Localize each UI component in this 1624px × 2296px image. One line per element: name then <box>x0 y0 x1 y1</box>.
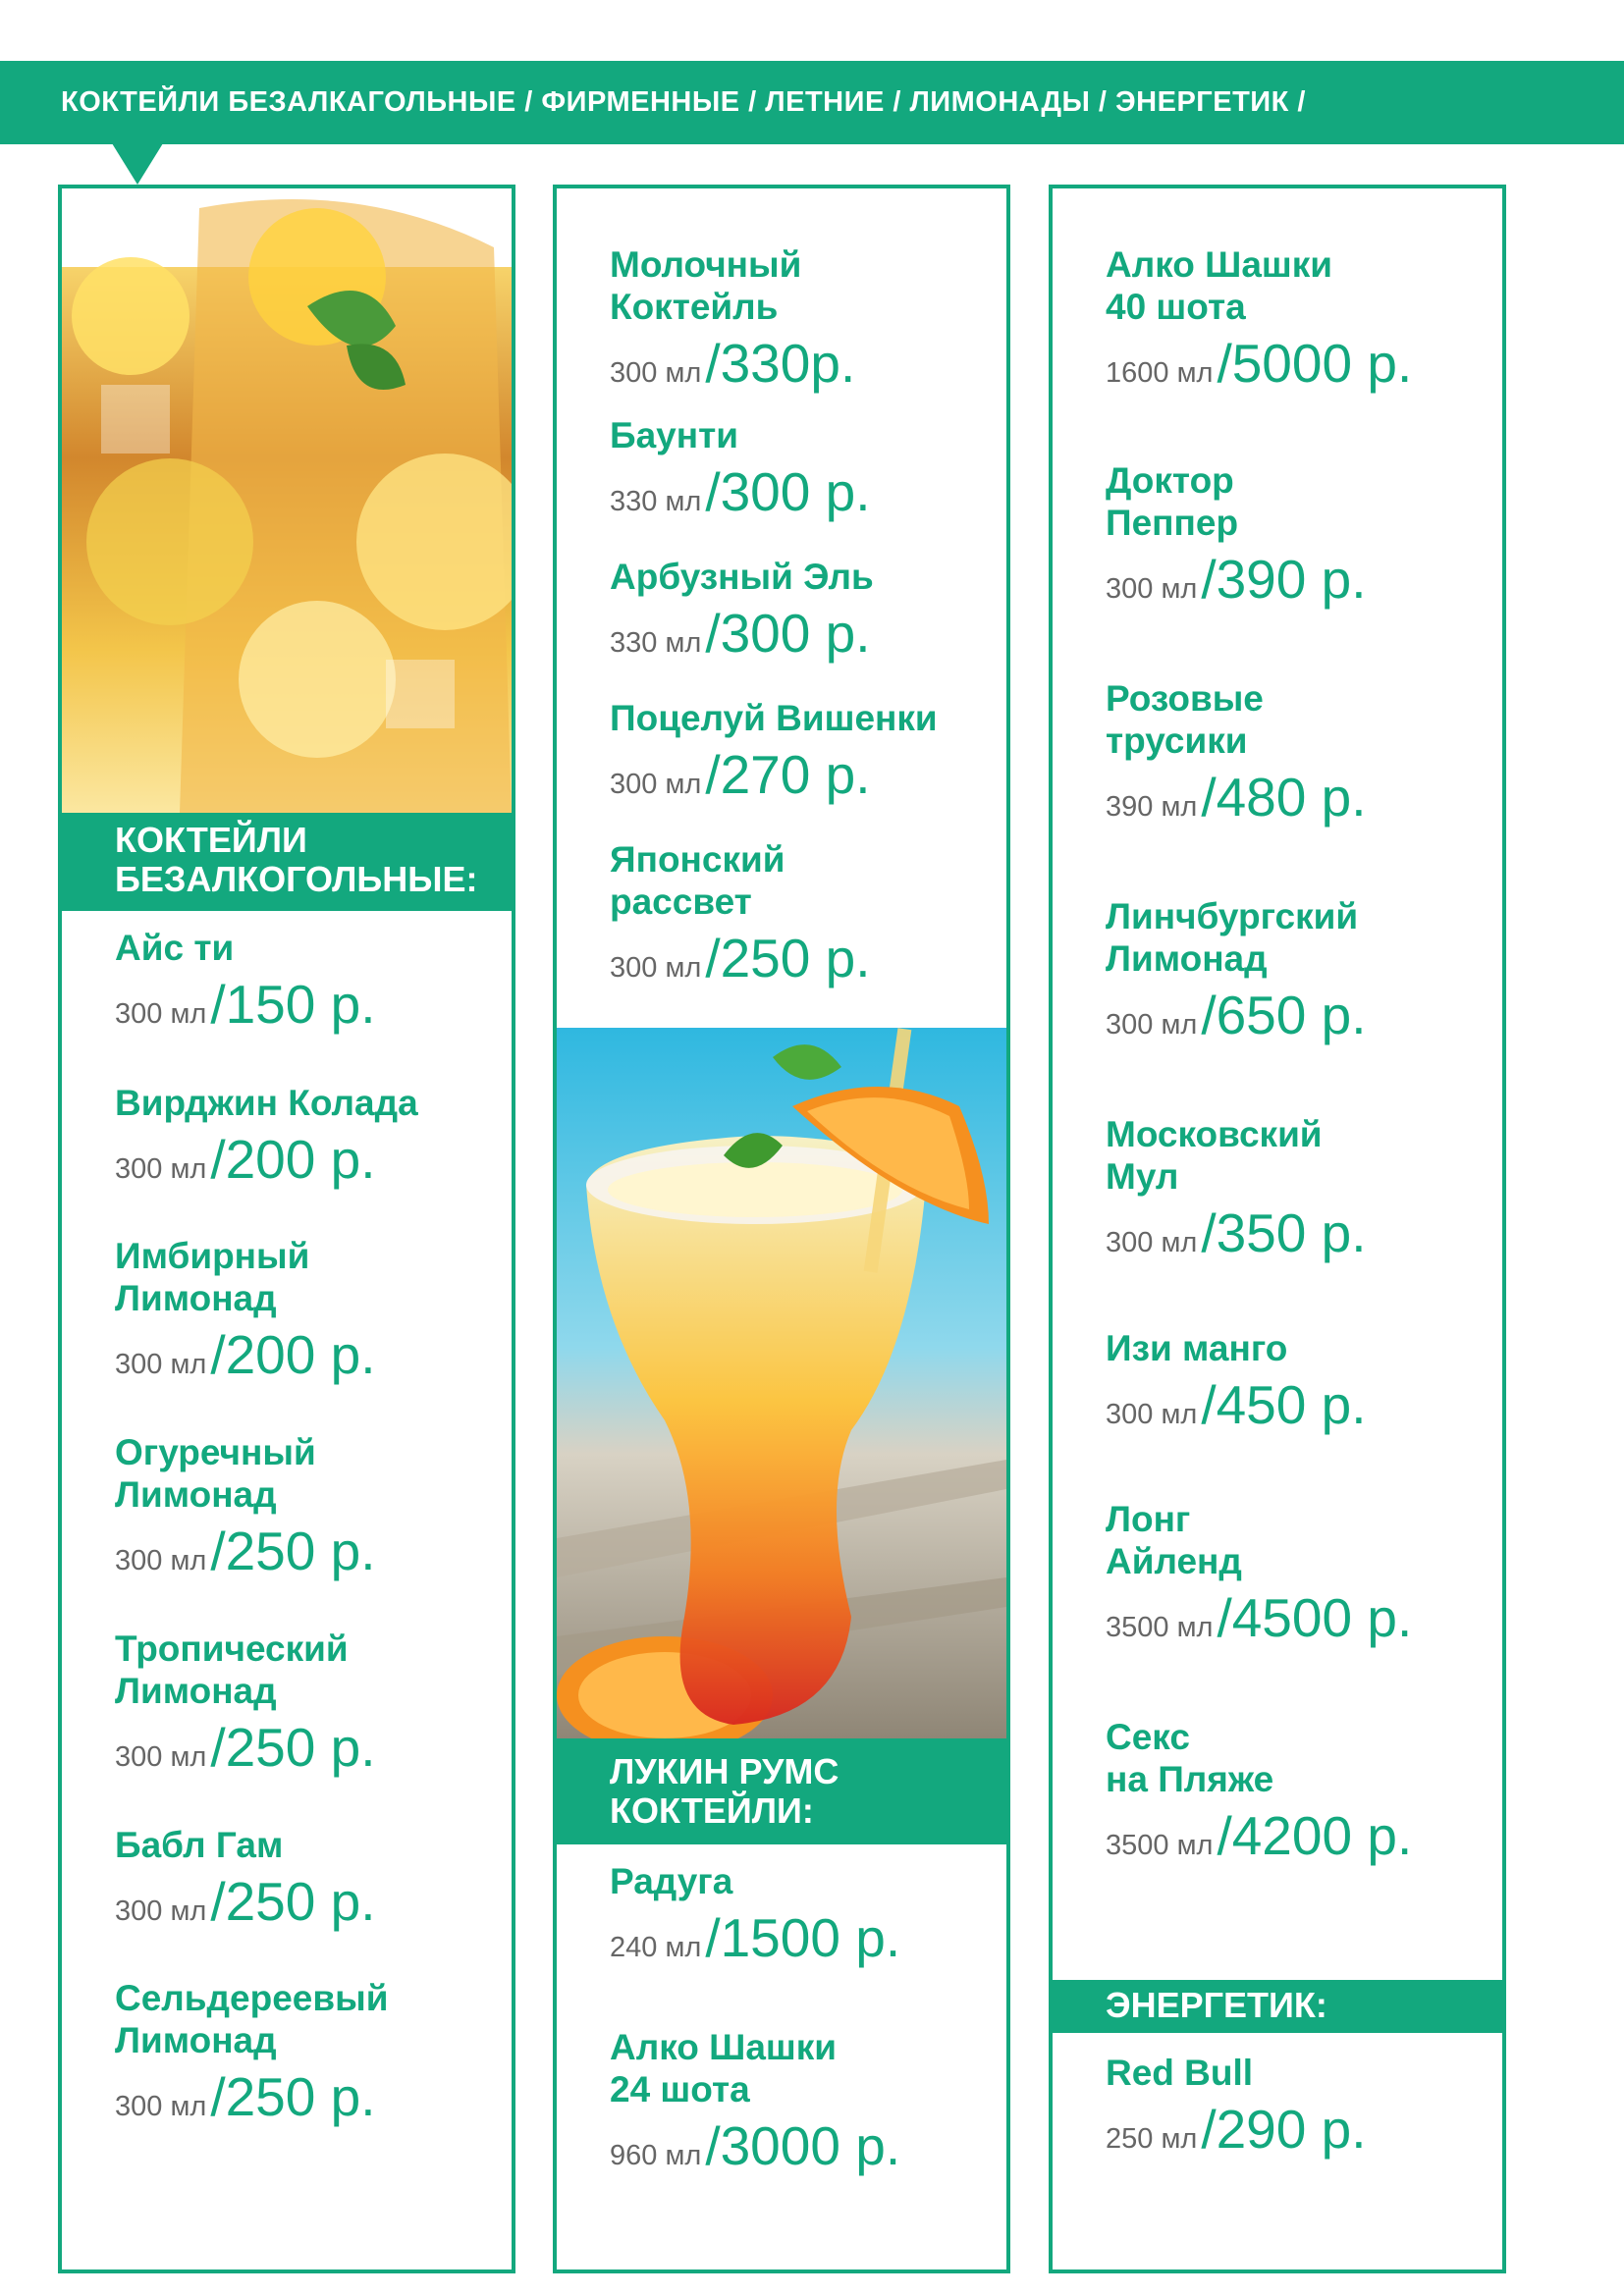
item-name: Айс ти <box>115 928 235 968</box>
category-banner <box>0 61 1624 144</box>
banner-text: КОКТЕЙЛИ БЕЗАЛКАГОЛЬНЫЕ / ФИРМЕННЫЕ / ЛЕТНИЕ / ЛИМОНАДЫ / ЭНЕРГЕТИК / <box>61 86 1306 118</box>
item-volume: 390 мл <box>1106 791 1198 823</box>
menu-item <box>1106 459 1496 611</box>
item-price: /300 р. <box>705 603 871 664</box>
menu-item <box>610 556 1001 665</box>
item-price: /150 р. <box>210 974 376 1035</box>
menu-item <box>115 1082 506 1191</box>
item-price: /330р. <box>705 333 856 394</box>
item-name: Баунти <box>610 415 738 455</box>
menu-item <box>1106 677 1496 828</box>
item-name: Доктор Пеппер <box>1106 460 1239 543</box>
item-volume: 300 мл <box>115 998 207 1030</box>
item-volume: 300 мл <box>115 2091 207 2122</box>
menu-item <box>1106 2052 1496 2161</box>
item-name: Red Bull <box>1106 2053 1254 2093</box>
item-price: /200 р. <box>210 1129 376 1190</box>
item-price: /3000 р. <box>705 2115 901 2176</box>
menu-item <box>1106 1327 1496 1436</box>
item-name: Московский Мул <box>1106 1114 1323 1197</box>
menu-item <box>1106 1113 1496 1264</box>
iced-tea-photo <box>62 188 512 813</box>
item-name: Огуречный Лимонад <box>115 1432 316 1515</box>
item-name: Секс на Пляже <box>1106 1717 1274 1799</box>
item-price: /4500 р. <box>1217 1587 1413 1648</box>
item-volume: 330 мл <box>610 627 702 659</box>
item-volume: 300 мл <box>115 1545 207 1576</box>
item-name: Имбирный Лимонад <box>115 1236 310 1318</box>
item-volume: 300 мл <box>610 357 702 389</box>
item-volume: 960 мл <box>610 2140 702 2171</box>
item-volume: 300 мл <box>610 769 702 800</box>
menu-item <box>1106 1498 1496 1649</box>
item-price: /300 р. <box>705 461 871 522</box>
menu-column-1 <box>58 185 515 2273</box>
menu-item <box>610 1860 1001 1969</box>
item-price: /250 р. <box>210 1521 376 1581</box>
menu-item <box>610 697 1001 806</box>
item-volume: 300 мл <box>115 1153 207 1185</box>
item-name: Лонг Айленд <box>1106 1499 1242 1581</box>
menu-item <box>115 1431 506 1582</box>
banner-pointer <box>112 143 163 185</box>
item-name: Тропический Лимонад <box>115 1629 349 1711</box>
item-price: /4200 р. <box>1217 1805 1413 1866</box>
menu-item <box>610 243 1001 395</box>
item-price: /450 р. <box>1201 1374 1367 1435</box>
menu-item <box>1106 243 1496 395</box>
menu-item <box>115 927 506 1036</box>
item-price: /5000 р. <box>1217 333 1413 394</box>
item-name: Молочный Коктейль <box>610 244 802 327</box>
item-name: Японский рассвет <box>610 839 785 922</box>
item-name: Розовые трусики <box>1106 678 1264 761</box>
item-volume: 300 мл <box>115 1741 207 1773</box>
section-title-non-alcoholic: КОКТЕЙЛИ БЕЗАЛКОГОЛЬНЫЕ: <box>62 813 512 911</box>
item-name: Радуга <box>610 1861 733 1901</box>
item-volume: 300 мл <box>610 952 702 984</box>
item-volume: 300 мл <box>1106 1399 1198 1430</box>
item-volume: 300 мл <box>1106 1227 1198 1258</box>
item-price: /250 р. <box>705 928 871 988</box>
item-price: /250 р. <box>210 1871 376 1932</box>
item-name: Сельдереевый Лимонад <box>115 1978 389 2060</box>
item-volume: 300 мл <box>115 1896 207 1927</box>
item-price: /290 р. <box>1201 2099 1367 2160</box>
item-price: /250 р. <box>210 1717 376 1778</box>
item-price: /390 р. <box>1201 549 1367 610</box>
item-name: Алко Шашки 24 шота <box>610 2027 837 2109</box>
item-name: Бабл Гам <box>115 1825 284 1865</box>
item-name: Вирджин Колада <box>115 1083 418 1123</box>
menu-item <box>610 414 1001 523</box>
item-volume: 240 мл <box>610 1932 702 1963</box>
item-name: Поцелуй Вишенки <box>610 698 938 738</box>
item-price: /650 р. <box>1201 985 1367 1045</box>
menu-column-2 <box>553 185 1010 2273</box>
menu-item <box>610 2026 1001 2177</box>
item-price: /200 р. <box>210 1324 376 1385</box>
item-price: /480 р. <box>1201 767 1367 828</box>
item-name: Линчбургский Лимонад <box>1106 896 1359 979</box>
item-price: /1500 р. <box>705 1907 901 1968</box>
sunrise-cocktail-photo <box>557 1028 1006 1738</box>
item-volume: 250 мл <box>1106 2123 1198 2155</box>
item-volume: 330 мл <box>610 486 702 517</box>
menu-item <box>1106 895 1496 1046</box>
menu-item <box>115 1824 506 1933</box>
menu-item <box>1106 1716 1496 1867</box>
item-volume: 1600 мл <box>1106 357 1214 389</box>
menu-item <box>115 1628 506 1779</box>
item-volume: 3500 мл <box>1106 1612 1214 1643</box>
section-title-energy: ЭНЕРГЕТИК: <box>1053 1980 1502 2033</box>
item-volume: 3500 мл <box>1106 1830 1214 1861</box>
item-name: Арбузный Эль <box>610 557 874 597</box>
item-volume: 300 мл <box>115 1349 207 1380</box>
section-title-lukin-rooms: ЛУКИН РУМС КОКТЕЙЛИ: <box>557 1738 1006 1844</box>
menu-item <box>610 838 1001 989</box>
item-price: /250 р. <box>210 2066 376 2127</box>
menu-item <box>115 1235 506 1386</box>
item-name: Алко Шашки 40 шота <box>1106 244 1332 327</box>
item-price: /350 р. <box>1201 1202 1367 1263</box>
item-name: Изи манго <box>1106 1328 1288 1368</box>
menu-column-3 <box>1049 185 1506 2273</box>
menu-item <box>115 1977 506 2128</box>
item-volume: 300 мл <box>1106 1009 1198 1041</box>
item-price: /270 р. <box>705 744 871 805</box>
item-volume: 300 мл <box>1106 573 1198 605</box>
